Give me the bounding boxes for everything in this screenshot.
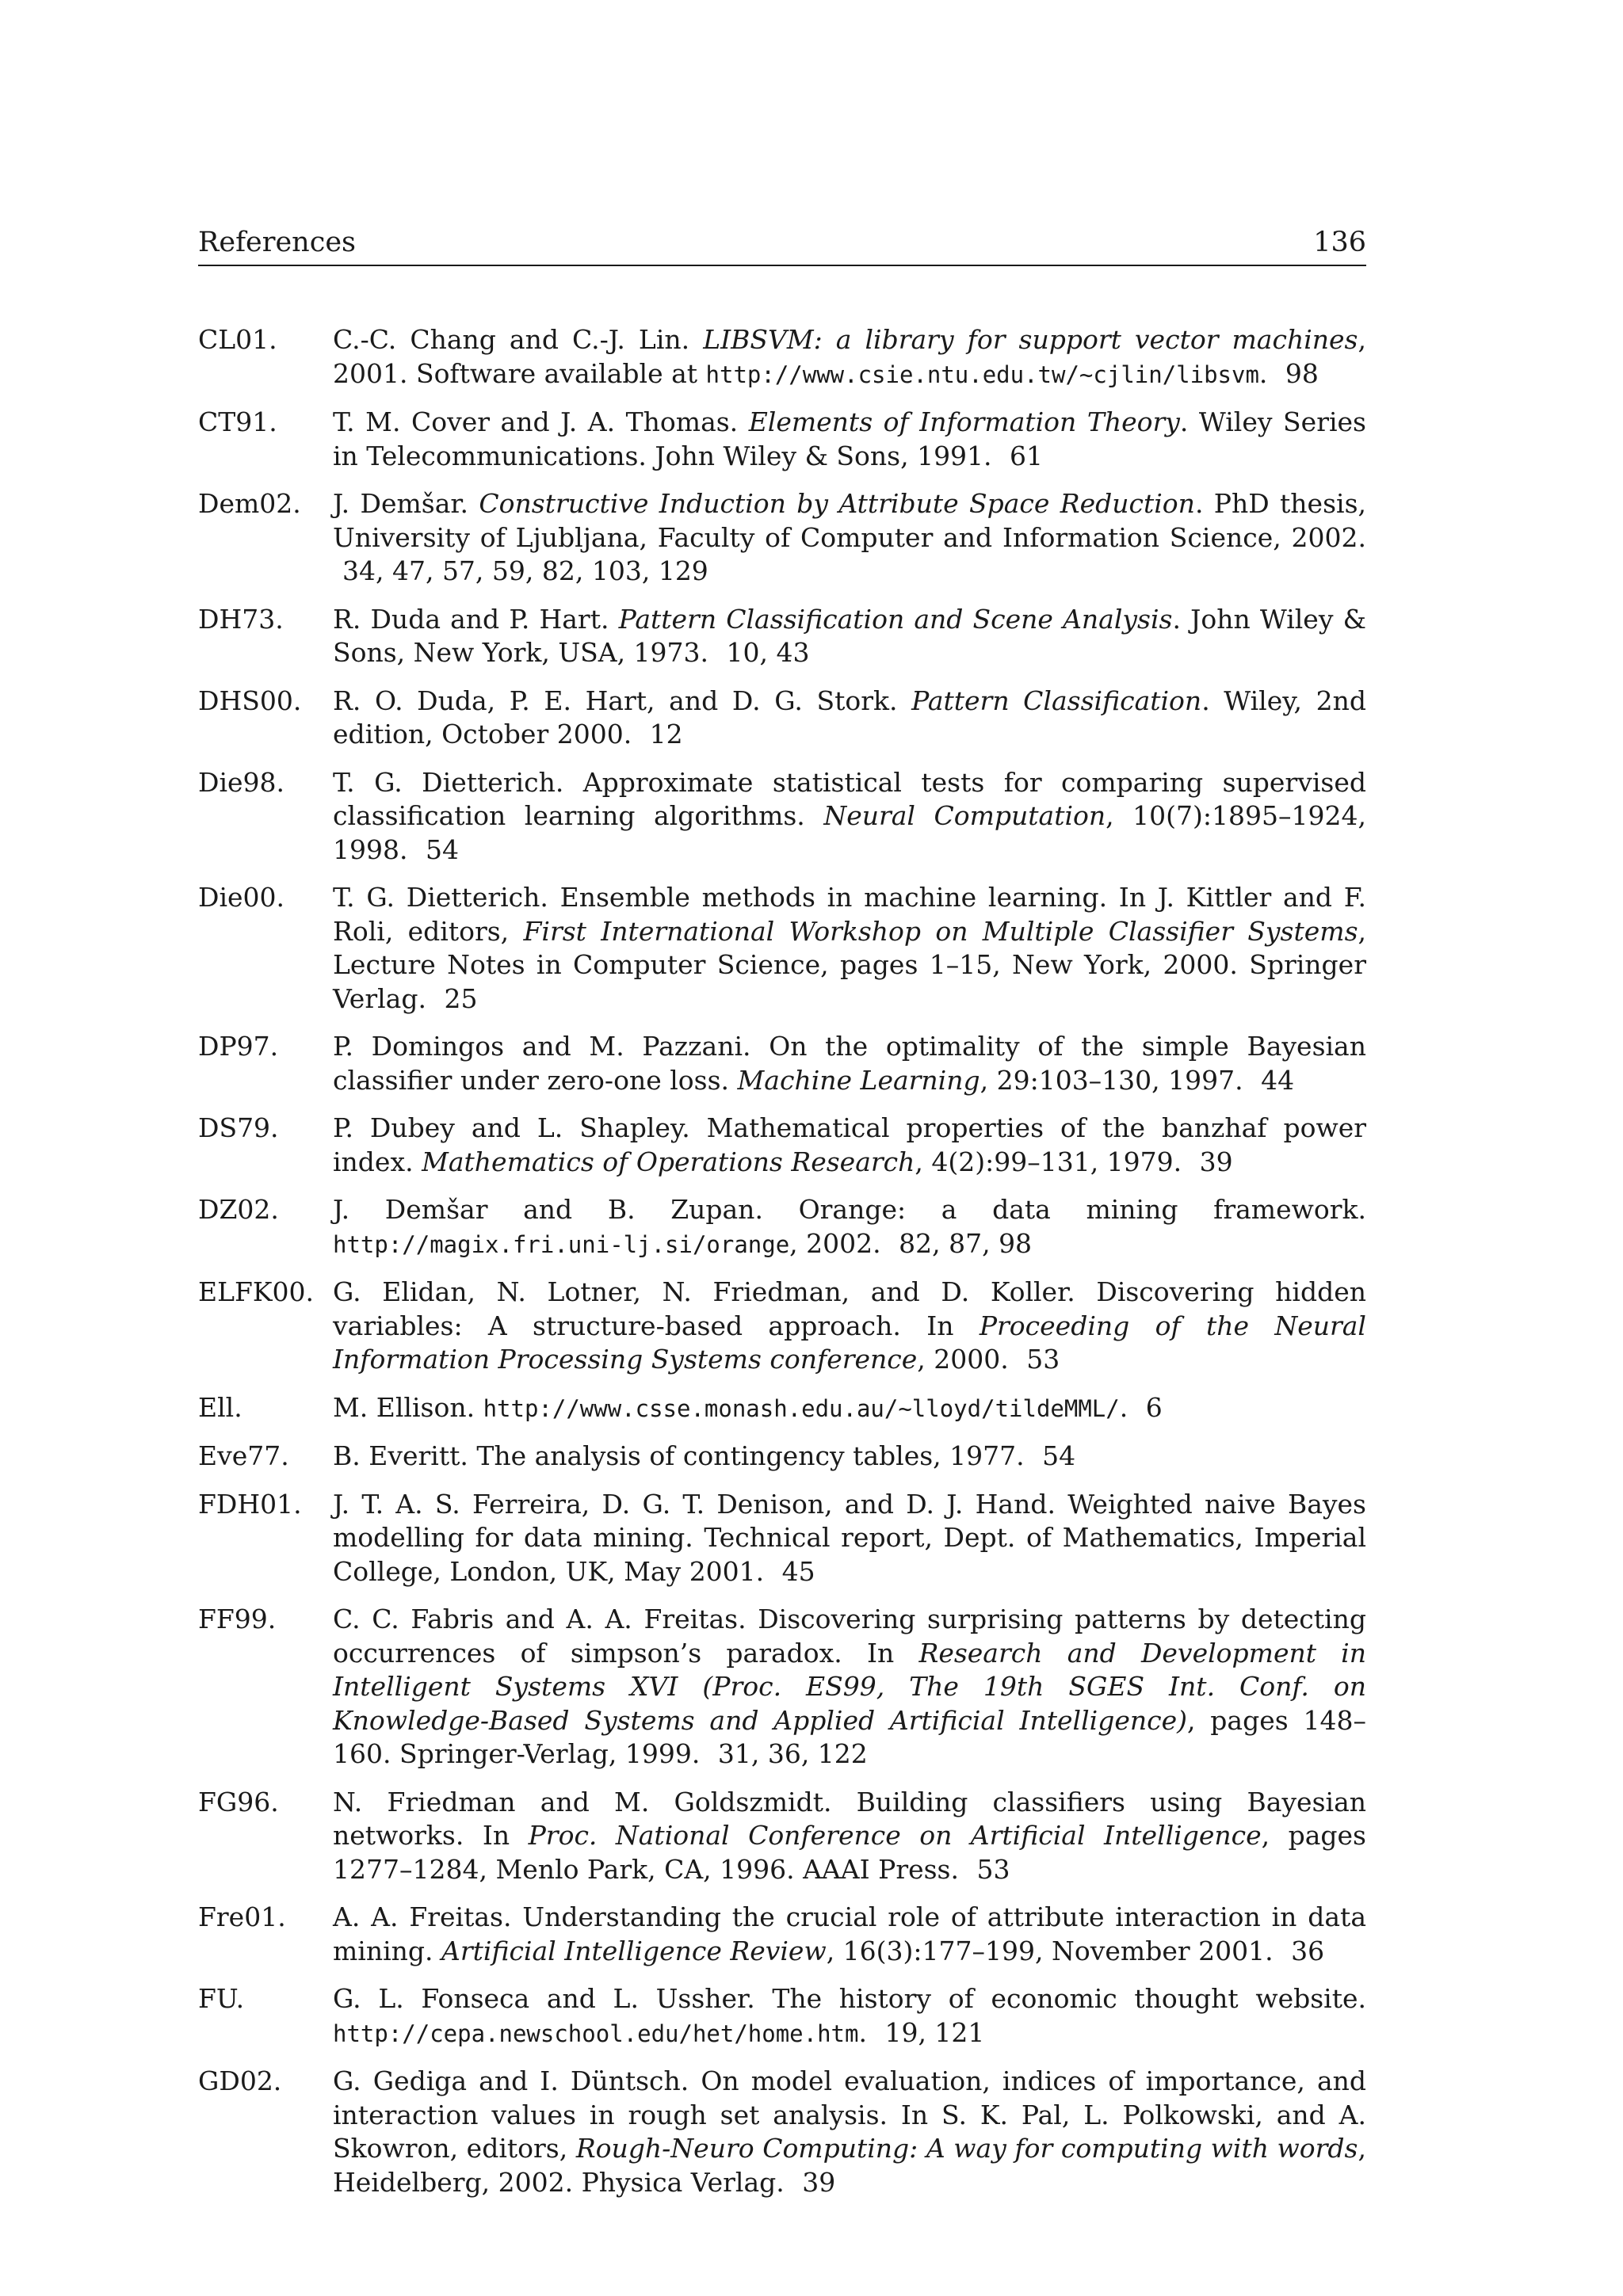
reference-key: CL01. [198,324,277,355]
reference-title: Mathematics of Operations Research [422,1146,915,1177]
reference-key: Die98. [198,766,285,798]
reference-segment: M. Ellison. [333,1391,483,1423]
reference-title: Elements of Information Theory [748,406,1180,437]
backref-pages: 61 [1010,440,1044,471]
reference-list [198,323,1366,2214]
reference-entry [198,406,1366,473]
backref-pages: 31, 36, 122 [717,1738,868,1769]
reference-entry [198,1112,1366,1179]
reference-key: DS79. [198,1112,279,1143]
reference-text [333,1488,1366,1589]
reference-entry [198,881,1366,1016]
reference-title: Proceeding of the Neural Information Processing Systems conference [333,1310,1366,1375]
reference-entry [198,1786,1366,1887]
page-number: 136 [1313,227,1366,258]
reference-segment: G. L. Fonseca and L. Ussher. The history of economic thought website. [333,1983,1366,2014]
reference-url: http://magix.fri.uni-lj.si/orange [333,1230,790,1258]
reference-text [333,323,1366,391]
reference-key: Eve77. [198,1440,289,1471]
reference-segment: , Heidelberg, 2002. Physica Verlag. [333,2133,1366,2198]
reference-key: GD02. [198,2065,282,2096]
backref-pages: 36 [1291,1935,1325,1966]
backref-pages: 6 [1145,1391,1163,1423]
backref-pages: 12 [649,719,683,749]
reference-text [333,1603,1366,1772]
reference-segment: . PhD thesis, University of Ljubljana, Faculty of Computer and Information Science, 2002. [333,488,1367,553]
reference-key: Ell. [198,1391,242,1423]
reference-segment: J. Demšar and B. Zupan. Orange: a data mining framework. [333,1194,1366,1225]
backref-pages: 54 [1042,1440,1076,1471]
header-rule [198,265,1366,266]
backref-pages: 45 [781,1555,815,1587]
reference-segment: P. Dubey and L. Shapley. Mathematical properties of the banzhaf power index. [333,1112,1366,1177]
reference-text [333,1030,1366,1097]
backref-pages: 39 [1199,1146,1233,1177]
backref-pages: 53 [976,1853,1010,1885]
reference-segment: , Lecture Notes in Computer Science, pages 1–15, New York, 2000. Springer Verlag. [333,915,1366,1014]
reference-entry [198,1030,1366,1097]
reference-entry [198,1488,1366,1589]
reference-segment: A. A. Freitas. Understanding the crucial role of attribute interaction in data mining. [333,1901,1366,1966]
reference-segment: , pages 1277–1284, Menlo Park, CA, 1996. AAAI Press. [333,1820,1366,1885]
reference-entry [198,766,1366,868]
reference-segment: , 4(2):99–131, 1979. [915,1146,1190,1177]
backref-pages: 54 [425,833,459,865]
reference-key: FU. [198,1983,245,2014]
reference-text [333,603,1366,670]
reference-segment: C.-C. Chang and C.-J. Lin. [333,324,704,355]
reference-segment: G. Gediga and I. Düntsch. On model evaluation, indices of importance, and interaction values in rough set analysis. In S. K. Pal, L. Polkowski, and A. Skowron, editors, [333,2065,1366,2164]
reference-segment: T. M. Cover and J. A. Thomas. [333,406,749,437]
reference-segment: . Wiley Series in Telecommunications. John Wiley & Sons, 1991. [333,406,1366,471]
reference-entry [198,1982,1366,2050]
reference-title: Constructive Induction by Attribute Space Reduction [479,488,1195,519]
reference-key: DZ02. [198,1194,279,1225]
reference-title: LIBSVM: a library for support vector machines [703,324,1358,355]
reference-segment: , 2000. [917,1344,1018,1375]
reference-url: http://www.csie.ntu.edu.tw/~cjlin/libsvm [705,360,1259,388]
reference-segment: , 16(3):177–199, November 2001. [826,1935,1282,1966]
reference-url: http://cepa.newschool.edu/het/home.htm [333,2019,859,2047]
reference-title: Pattern Classification and Scene Analysis [618,603,1173,635]
reference-entry [198,1603,1366,1772]
reference-text [333,1982,1366,2050]
reference-entry [198,1276,1366,1377]
backref-pages: 98 [1285,357,1319,389]
reference-text [333,1112,1366,1179]
reference-entry [198,1901,1366,1968]
reference-text [333,2065,1366,2199]
backref-pages: 39 [802,2166,836,2198]
reference-text [333,1901,1366,1968]
reference-segment: , 2002. [789,1227,890,1259]
backref-pages: 25 [444,982,478,1014]
backref-pages: 34, 47, 57, 59, 82, 103, 129 [342,555,708,586]
header-title: References [198,227,356,258]
reference-key: FG96. [198,1786,279,1817]
reference-segment: C. C. Fabris and A. A. Freitas. Discovering surprising patterns by detecting occurrences of simpson’s paradox. In [333,1604,1366,1669]
reference-title: Research and Development in Intelligent Systems XVI (Proc. ES99, The 19th SGES Int. Conf. on Knowledge-Based Systems and Applied Artificial Intelligence) [333,1637,1366,1736]
reference-title: Machine Learning [737,1064,980,1096]
reference-text [333,406,1366,473]
reference-segment: B. Everitt. The analysis of contingency tables, 1977. [333,1440,1033,1471]
reference-segment: T. G. Dietterich. Approximate statistical tests for comparing supervised classification learning algorithms. [333,766,1366,831]
reference-segment: . John Wiley & Sons, New York, USA, 1973. [333,603,1366,668]
reference-title: Rough-Neuro Computing: A way for computing with words [575,2133,1358,2164]
reference-segment: R. O. Duda, P. E. Hart, and D. G. Stork. [333,685,912,716]
reference-segment: , pages 148–160. Springer-Verlag, 1999. [333,1704,1367,1769]
reference-entry [198,603,1366,670]
reference-segment: N. Friedman and M. Goldszmidt. Building classifiers using Bayesian networks. In [333,1786,1366,1851]
backref-pages: 10, 43 [726,637,810,668]
reference-segment: R. Duda and P. Hart. [333,603,619,635]
reference-title: Proc. National Conference on Artificial Intelligence [528,1820,1262,1851]
reference-entry [198,1440,1366,1474]
reference-text [333,766,1366,868]
backref-pages: 19, 121 [884,2016,985,2048]
reference-key: DP97. [198,1031,279,1062]
reference-segment: J. T. A. S. Ferreira, D. G. T. Denison, and D. J. Hand. Weighted naive Bayes modelling for data mining. Technical report, Dept. of Mathematics, Imperial College, London, UK, May 2001. [333,1488,1366,1587]
reference-entry [198,2065,1366,2199]
reference-entry [198,1193,1366,1261]
reference-segment: . Wiley, 2nd edition, October 2000. [333,685,1366,749]
reference-text [333,881,1366,1016]
reference-key: FDH01. [198,1488,302,1520]
backref-pages: 53 [1026,1344,1060,1375]
reference-text [333,685,1366,752]
backref-pages: 44 [1261,1064,1295,1096]
reference-key: Dem02. [198,488,301,519]
reference-key: DH73. [198,603,284,635]
reference-segment: . [858,2016,876,2048]
reference-key: Fre01. [198,1901,286,1932]
reference-segment: , 10(7):1895–1924, 1998. [333,800,1366,865]
reference-text [333,1786,1366,1887]
reference-segment: , 29:103–130, 1997. [980,1064,1252,1096]
reference-text [333,1276,1366,1377]
reference-segment: J. Demšar. [333,488,479,519]
reference-text [333,1391,1366,1426]
reference-key: FF99. [198,1604,277,1634]
running-header [198,227,1366,258]
reference-segment: . [1258,357,1276,389]
reference-text [333,1440,1366,1474]
reference-key: Die00. [198,882,285,913]
reference-entry [198,323,1366,391]
reference-segment: G. Elidan, N. Lotner, N. Friedman, and D. Koller. Discovering hidden variables: A structure-based approach. In [333,1276,1366,1341]
reference-title: First International Workshop on Multiple Classifier Systems [523,915,1358,947]
reference-entry [198,685,1366,752]
backref-pages: 82, 87, 98 [899,1227,1033,1259]
reference-title: Pattern Classification [911,685,1202,716]
reference-segment: P. Domingos and M. Pazzani. On the optimality of the simple Bayesian classifier under zero-one loss. [333,1031,1366,1096]
reference-segment: , 2001. Software available at [333,324,1366,389]
reference-title: Artificial Intelligence Review [441,1935,827,1966]
reference-entry [198,1391,1366,1426]
reference-text [333,1193,1366,1261]
reference-key: ELFK00. [198,1276,315,1307]
reference-segment: . [1119,1391,1136,1423]
reference-entry [198,487,1366,589]
reference-segment: T. G. Dietterich. Ensemble methods in machine learning. In J. Kittler and F. Roli, editors, [333,882,1366,947]
reference-key: DHS00. [198,685,302,716]
reference-title: Neural Computation [823,800,1106,831]
reference-text [333,487,1366,589]
reference-url: http://www.csse.monash.edu.au/~lloyd/tildeMML/ [483,1394,1120,1422]
reference-key: CT91. [198,406,277,437]
